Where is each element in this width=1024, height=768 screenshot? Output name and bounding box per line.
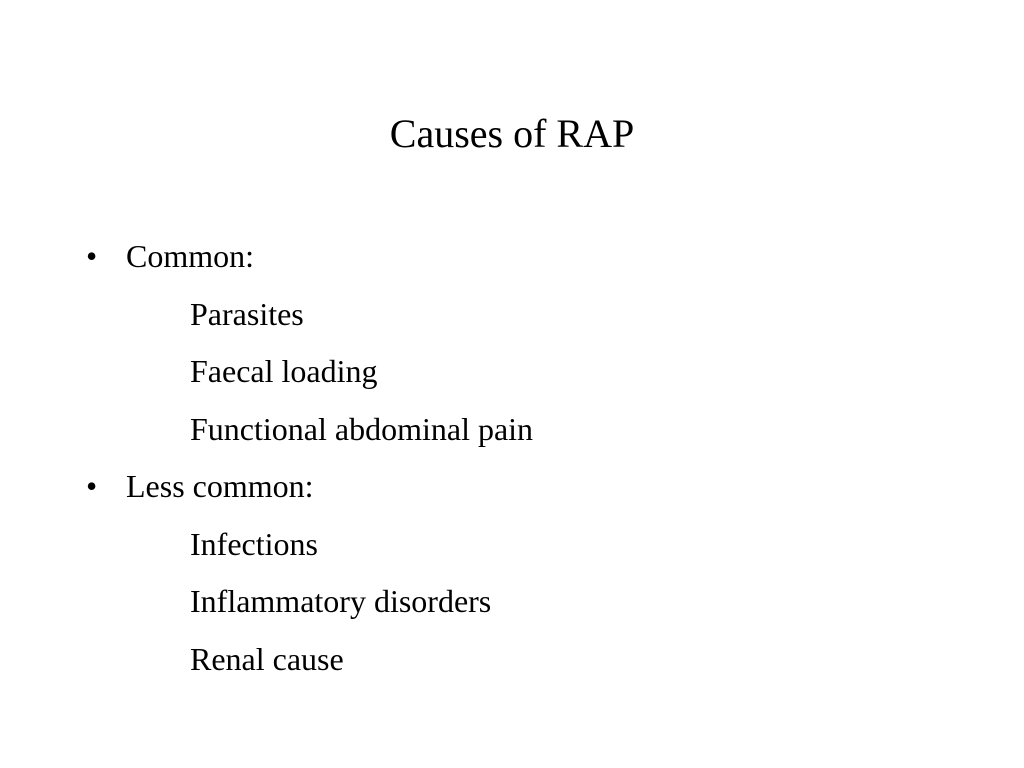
sub-item: Faecal loading <box>190 353 378 389</box>
bullet-heading: Common: <box>126 238 255 274</box>
bullet-row <box>0 228 1024 286</box>
bullet-row <box>0 458 1024 516</box>
sub-item: Inflammatory disorders <box>190 583 492 619</box>
bullet-group-common <box>0 228 1024 458</box>
sub-item-row <box>0 286 1024 344</box>
sub-item: Infections <box>190 525 318 562</box>
bullet-group-less-common <box>0 458 1024 688</box>
bullet-list <box>0 228 1024 688</box>
bullet-heading: Less common: <box>126 468 314 504</box>
slide-title: Causes of RAP <box>389 111 635 156</box>
sub-item-row <box>0 631 1024 689</box>
sub-item-row <box>0 573 1024 631</box>
sub-item: Functional abdominal pain <box>190 410 534 447</box>
bullet-icon: • <box>86 238 98 274</box>
sub-item-row <box>0 343 1024 401</box>
sub-item-row <box>0 516 1024 574</box>
bullet-icon: • <box>86 468 98 504</box>
sub-item-row <box>0 401 1024 459</box>
sub-item: Parasites <box>190 295 304 332</box>
sub-item: Renal cause <box>190 640 344 677</box>
